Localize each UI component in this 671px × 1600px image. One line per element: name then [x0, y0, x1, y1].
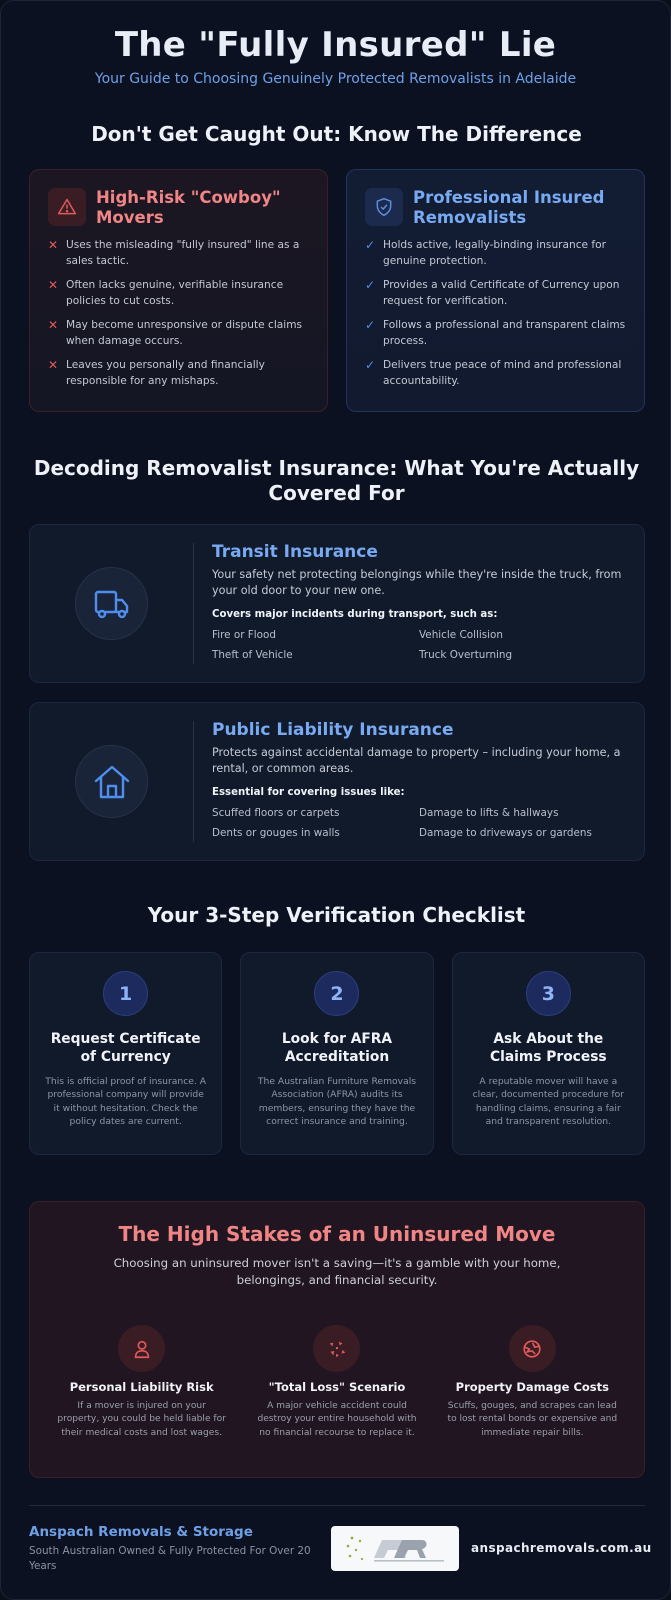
high-stakes-title: The High Stakes of an Uninsured Move	[118, 1222, 556, 1246]
transit-insurance-subheading: Covers major incidents during transport, such as:	[212, 609, 498, 620]
person-icon	[118, 1325, 165, 1372]
public-liability-subheading: Essential for covering issues like:	[212, 787, 405, 798]
transit-insurance-card	[29, 524, 645, 683]
step-title: Request Certificate of Currency	[50, 1031, 201, 1065]
cowboy-movers-card	[29, 169, 328, 412]
divider	[193, 543, 194, 664]
stakes-item-title: Personal Liability Risk	[69, 1380, 214, 1394]
hero	[1, 1, 670, 87]
list-item: ✓ Holds active, legally-binding insurance for genuine protection.	[365, 238, 626, 269]
step-number: 2	[314, 971, 359, 1016]
website-link[interactable]: anspachremovals.com.au	[471, 1541, 652, 1555]
step-number: 1	[103, 971, 148, 1016]
step-card-1	[29, 952, 222, 1155]
step-title: Ask About the Claims Process	[490, 1031, 607, 1065]
public-liability-description: Protects against accidental damage to property – including your home, a rental, or common areas.	[212, 746, 621, 775]
footer-divider	[29, 1505, 645, 1506]
transit-insurance-description: Your safety net protecting belongings while they're inside the truck, from your old door to your new one.	[212, 568, 622, 597]
stakes-item-total-loss	[239, 1325, 434, 1440]
list-item: ✓ Follows a professional and transparent claims process.	[365, 318, 626, 349]
professional-removalists-title: Professional Insured Removalists	[413, 188, 605, 227]
page-title: The "Fully Insured" Lie	[114, 25, 557, 65]
professional-removalists-list	[365, 238, 626, 389]
step-title: Look for AFRA Accreditation	[281, 1031, 393, 1065]
step-number: 3	[526, 971, 571, 1016]
comparison-section	[29, 169, 645, 412]
list-item: ✓ Provides a valid Certificate of Currency upon request for verification.	[365, 278, 626, 309]
list-item: Damage to lifts & hallways	[419, 807, 559, 819]
stakes-item-title: Property Damage Costs	[455, 1380, 609, 1394]
list-item: ✕ Often lacks genuine, verifiable insurance policies to cut costs.	[48, 278, 309, 309]
step-card-3	[452, 952, 645, 1155]
check-icon: ✓	[365, 318, 376, 332]
checklist-heading: Your 3-Step Verification Checklist	[147, 903, 526, 927]
company-logo-icon	[331, 1526, 459, 1571]
list-item: Damage to driveways or gardens	[419, 827, 592, 839]
checklist-steps	[29, 952, 645, 1155]
check-icon: ✓	[365, 358, 376, 372]
cross-icon: ✕	[48, 318, 59, 332]
list-item: ✕ Leaves you personally and financially responsible for any mishaps.	[48, 358, 309, 389]
cowboy-movers-title: High-Risk "Cowboy" Movers	[96, 188, 281, 227]
cross-icon: ✕	[48, 278, 59, 292]
list-item: ✓ Delivers true peace of mind and professional accountability.	[365, 358, 626, 389]
footer-brand	[29, 1524, 319, 1574]
stakes-item-personal-liability	[44, 1325, 239, 1440]
list-item: ✕ May become unresponsive or dispute claims when damage occurs.	[48, 318, 309, 349]
stakes-item-title: "Total Loss" Scenario	[268, 1380, 406, 1394]
page-subtitle: Your Guide to Choosing Genuinely Protected Removalists in Adelaide	[94, 71, 577, 87]
list-item: Theft of Vehicle	[212, 649, 293, 661]
comparison-heading: Don't Get Caught Out: Know The Difference	[91, 122, 582, 146]
broken-pieces-icon	[313, 1325, 360, 1372]
cross-icon: ✕	[48, 238, 59, 252]
list-item: ✕ Uses the misleading "fully insured" line as a sales tactic.	[48, 238, 309, 269]
transit-insurance-items	[212, 628, 626, 662]
list-item: Truck Overturning	[419, 649, 513, 661]
cowboy-movers-list	[48, 238, 309, 389]
transit-insurance-title: Transit Insurance	[212, 542, 378, 562]
list-item: Vehicle Collision	[419, 629, 503, 641]
divider	[193, 721, 194, 842]
warning-icon	[48, 188, 86, 226]
damaged-circle-icon	[509, 1325, 556, 1372]
step-card-2	[240, 952, 433, 1155]
check-icon: ✓	[365, 238, 376, 252]
step-description: This is official proof of insurance. A professional company will provide it without hesitation. Check the policy dates are current.	[45, 1076, 207, 1127]
stakes-item-property-damage	[435, 1325, 630, 1440]
public-liability-title: Public Liability Insurance	[212, 720, 454, 740]
public-liability-card	[29, 702, 645, 861]
cross-icon: ✕	[48, 358, 59, 372]
stakes-item-description: If a mover is injured on your property, you could be held liable for their medical costs and lost wages.	[57, 1401, 226, 1438]
public-liability-items	[212, 806, 626, 840]
step-description: The Australian Furniture Removals Association (AFRA) audits its members, ensuring they have the correct insurance and training.	[257, 1076, 417, 1127]
truck-icon	[75, 567, 148, 640]
insurance-heading: Decoding Removalist Insurance: What You're Actually Covered For	[33, 456, 640, 505]
check-icon: ✓	[365, 278, 376, 292]
list-item: Dents or gouges in walls	[212, 827, 340, 839]
company-name: Anspach Removals & Storage	[29, 1524, 253, 1540]
shield-check-icon	[365, 188, 403, 226]
professional-removalists-card	[346, 169, 645, 412]
stakes-item-description: Scuffs, gouges, and scrapes can lead to lost rental bonds or expensive and immediate repair bills.	[447, 1401, 618, 1438]
home-icon	[75, 745, 148, 818]
list-item: Scuffed floors or carpets	[212, 807, 340, 819]
high-stakes-section	[29, 1201, 645, 1478]
list-item: Fire or Flood	[212, 629, 276, 641]
step-description: A reputable mover will have a clear, documented procedure for handling claims, ensuring a fair and transparent resolution.	[472, 1076, 625, 1127]
company-tagline: South Australian Owned & Fully Protected For Over 20 Years	[29, 1545, 311, 1572]
high-stakes-subtitle: Choosing an uninsured mover isn't a saving—it's a gamble with your home, belongings, and financial security.	[113, 1256, 561, 1287]
stakes-item-description: A major vehicle accident could destroy your entire household with no financial recourse to replace it.	[257, 1401, 417, 1438]
